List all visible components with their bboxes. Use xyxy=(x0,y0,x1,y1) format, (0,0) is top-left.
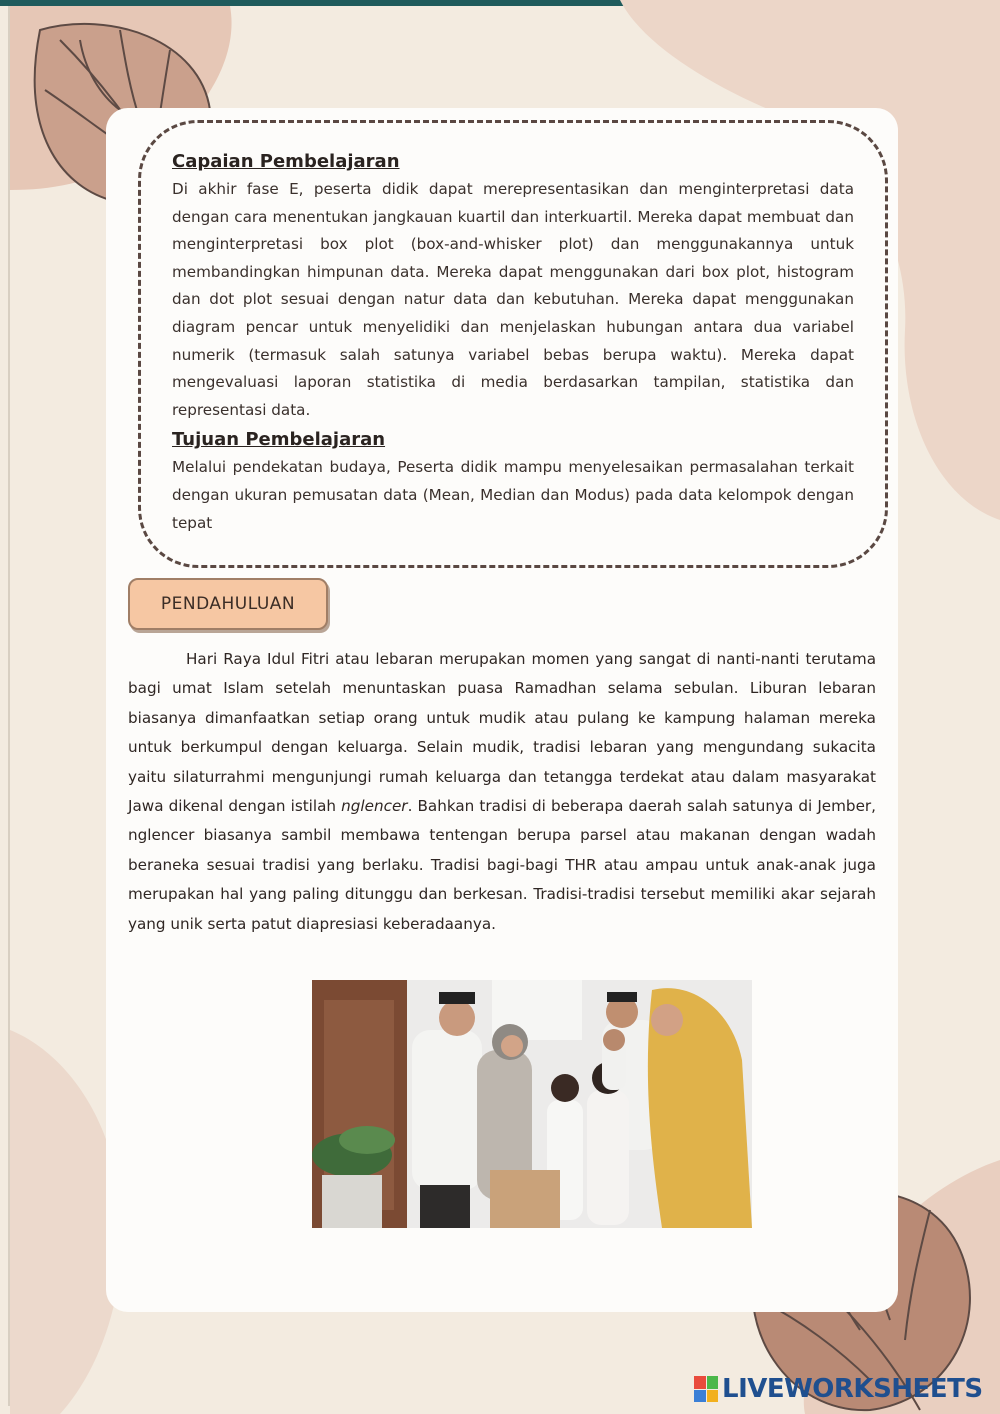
cp-text: Di akhir fase E, peserta didik dapat merepresentasikan dan menginterpretasi data dengan cara menentukan jangkauan kuartil dan interkuartil. Mereka dapat membuat dan menginterpretasi box plot (box-and-whisker plot) dan menggunakannya untuk membandingkan himpunan data. Mereka dapat menggunakan dari box plot, histogram dan dot plot sesuai dengan natur data dan kebutuhan. Mereka dapat menggunakan diagram pencar untuk menyelidiki dan menjelaskan hubungan antara dua variabel numerik (termasuk salah satunya variabel bebas berupa waktu). Mereka dapat mengevaluasi laporan statistika di media berdasarkan tampilan, statistika dan representasi data. xyxy=(172,180,854,419)
section-label-pendahuluan: PENDAHULUAN xyxy=(128,578,328,630)
intro-part1: Hari Raya Idul Fitri atau lebaran merupakan momen yang sangat di nanti-nanti terutama bagi umat Islam setelah menuntaskan puasa Ramadhan selama sebulan. Liburan lebaran biasanya dimanfaatkan setiap orang untuk mudik atau pulang ke kampung halaman mereka untuk berkumpul dengan keluarga. Selain mudik, tradisi lebaran yang mengundang sukacita yaitu silaturrahmi mengunjungi rumah keluarga dan tetangga terdekat atau dalam masyarakat Jawa dikenal dengan istilah xyxy=(128,650,876,816)
brand-logo-icon xyxy=(694,1376,718,1402)
cp-heading: Capaian Pembelajaran xyxy=(172,151,400,172)
brand-name: LIVEWORKSHEETS xyxy=(722,1374,983,1404)
intro-paragraph xyxy=(128,645,876,939)
intro-part2: . Bahkan tradisi di beberapa daerah salah satunya di Jember, nglencer biasanya sambil membawa tentengan berupa parsel atau makanan dengan wadah beraneka sesuai tradisi yang berlaku. Tradisi bagi-bagi THR atau ampau untuk anak-anak juga merupakan hal yang paling ditunggu dan berkesan. Tradisi-tradisi tersebut memiliki akar sejarah yang unik serta patut diapresiasi keberadaanya. xyxy=(128,797,876,933)
objectives-content xyxy=(172,148,854,539)
tp-heading: Tujuan Pembelajaran xyxy=(172,429,386,451)
family-photo xyxy=(312,980,752,1228)
intro-term: nglencer xyxy=(341,797,408,816)
photo-gift-bag xyxy=(490,1170,560,1228)
liveworksheets-brand[interactable] xyxy=(694,1372,983,1406)
tp-text: Melalui pendekatan budaya, Peserta didik mampu menyelesaikan permasalahan terkait dengan ukuran pemusatan data (Mean, Median dan Modus) pada data kelompok dengan tepat xyxy=(172,458,854,532)
